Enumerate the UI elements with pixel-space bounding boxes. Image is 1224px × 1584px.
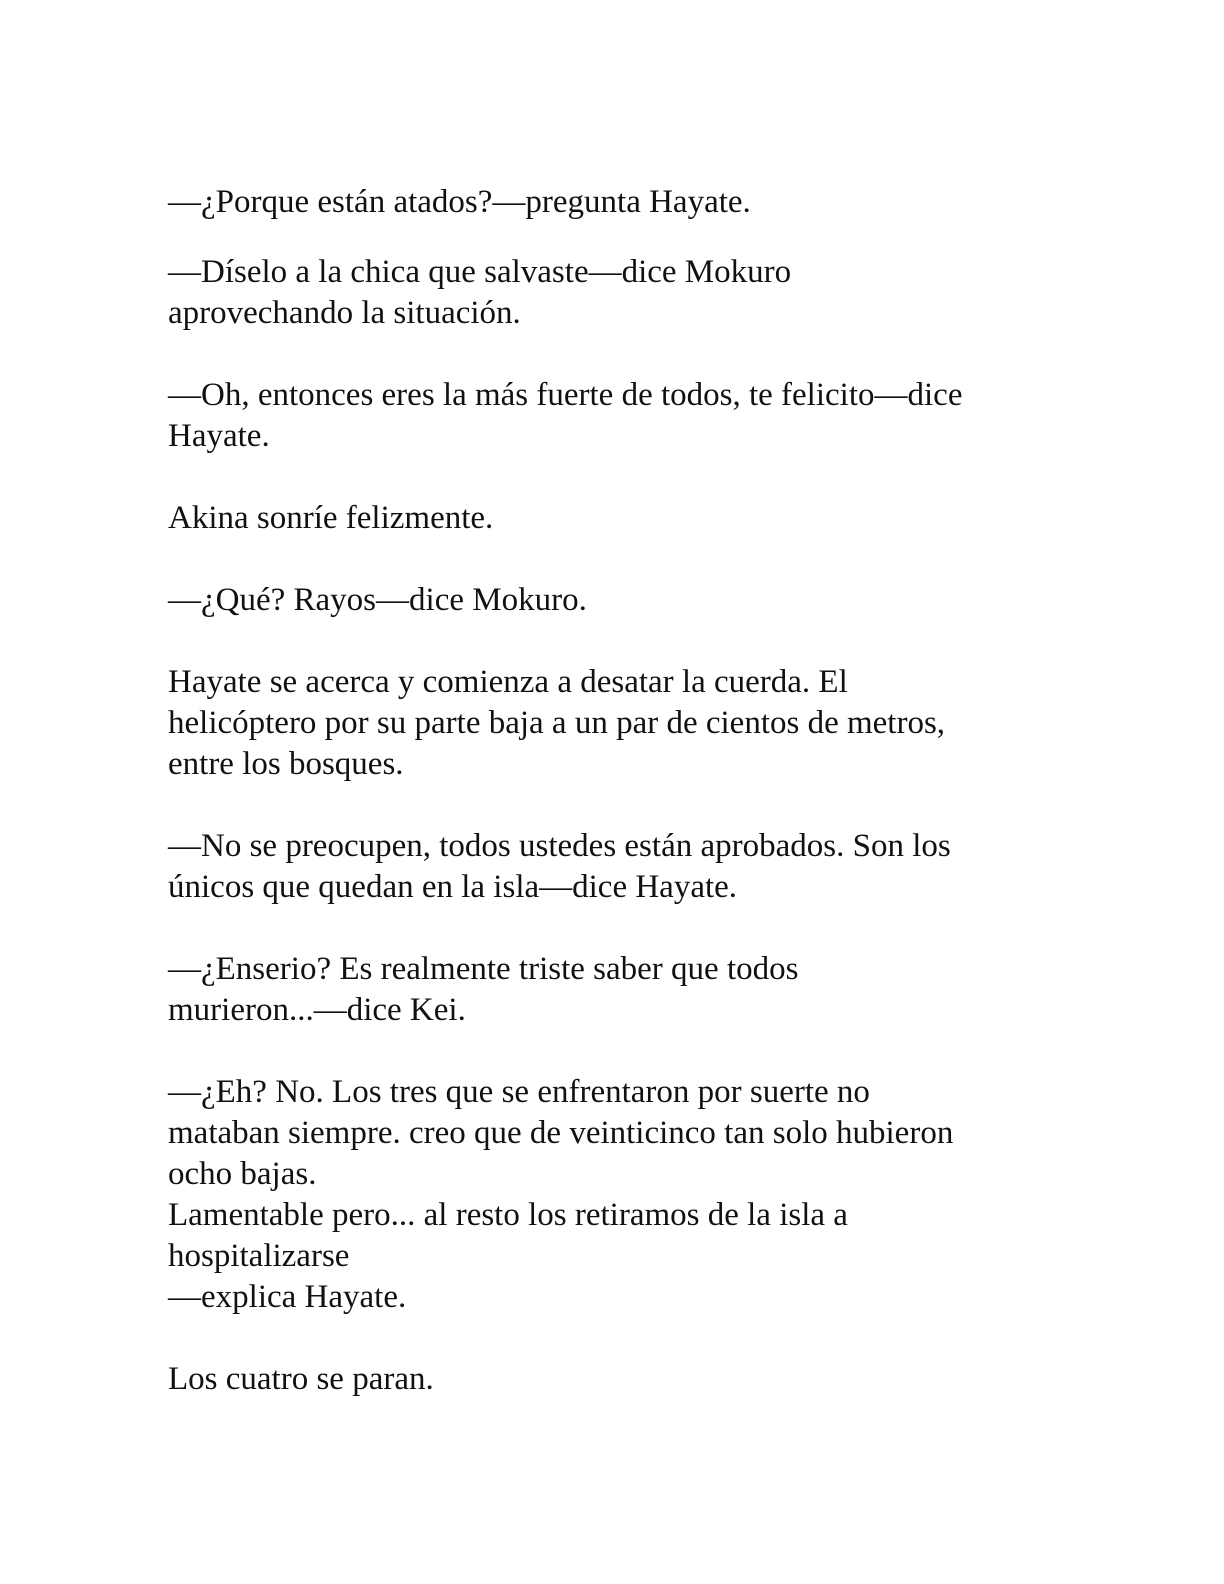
paragraph: Hayate se acerca y comienza a desatar la cuerda. El helicóptero por su parte baja a un par de cientos de metros, entre los bosques. [168,664,946,782]
paragraph: —¿Porque están atados?—pregunta Hayate. [168,184,751,220]
paragraph: Los cuatro se paran. [168,1361,434,1397]
paragraph: —Oh, entonces eres la más fuerte de todos, te felicito—dice Hayate. [168,377,963,454]
paragraph: —No se preocupen, todos ustedes están aprobados. Son los únicos que quedan en la isla—dice Hayate. [168,828,951,905]
paragraph: —¿Eh? No. Los tres que se enfrentaron por suerte no mataban siempre. creo que de veinticinco tan solo hubieron ocho bajas. Lamentable pero... al resto los retiramos de la isla a hospitalizarse —explica Hayate. [168,1074,954,1315]
paragraph: —¿Enserio? Es realmente triste saber que todos murieron...—dice Kei. [168,951,799,1028]
document-page [168,182,1048,1441]
paragraph: —¿Qué? Rayos—dice Mokuro. [168,582,587,618]
paragraph: —Díselo a la chica que salvaste—dice Mokuro aprovechando la situación. [168,254,792,331]
paragraph: Akina sonríe felizmente. [168,500,494,536]
